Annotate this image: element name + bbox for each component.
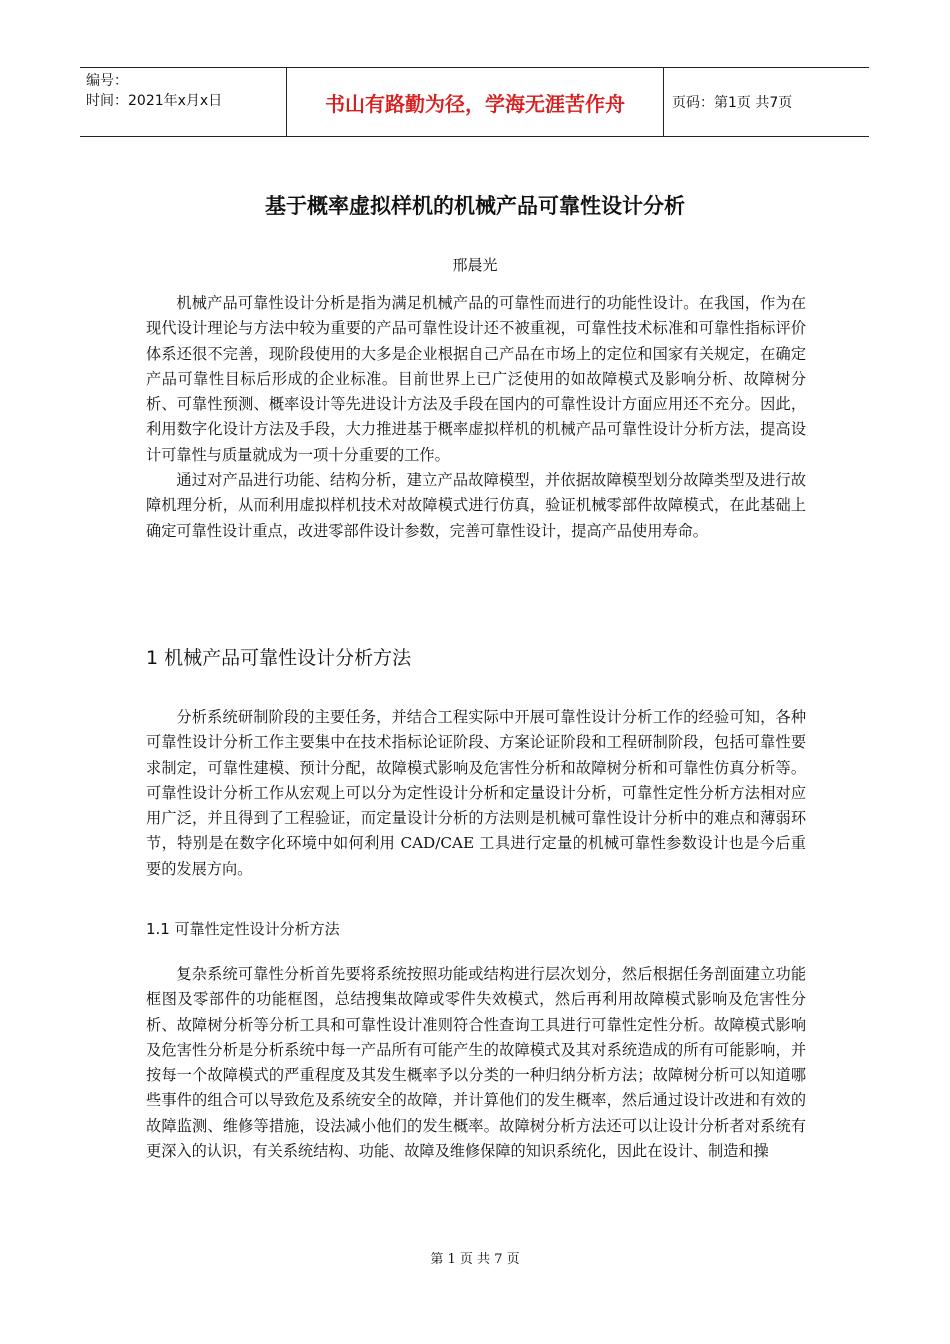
- page-footer: 第 1 页 共 7 页: [430, 1252, 520, 1267]
- subsection-heading: 1.1 可靠性定性设计分析方法: [146, 920, 340, 938]
- section-paragraph: 复杂系统可靠性分析首先要将系统按照功能或结构进行层次划分，然后根据任务剖面建立功能框图及零部件的功能框图，总结搜集故障或零件失效模式，然后再利用故障模式影响及危害性分析、故障树分析等分析工具和可靠性设计准则符合性查询工具进行可靠性定性分析。故障模式影响及危害性分析是分析系统中每一产品所有可能产生的故障模式及其对系统造成的所有可能影响，并按每一个故障模式的严重程度及其发生概率予以分类的一种归纳分析方法；故障树分析可以知道哪些事件的组合可以导致危及系统安全的故障，并计算他们的发生概率，然后通过设计改进和有效的故障监测、维修等措施，设法减小他们的发生概率。故障树分析方法还可以让设计分析者对系统有更深入的认识，有关系统结构、功能、故障及维修保障的知识系统化，因此在设计、制造和操: [146, 965, 806, 1161]
- section-1-1-body: [146, 962, 806, 1164]
- page-header: [80, 67, 869, 137]
- section-paragraph: 分析系统研制阶段的主要任务，并结合工程实际中开展可靠性设计分析工作的经验可知，各种可靠性设计分析工作主要集中在技术指标论证阶段、方案论证阶段和工程研制阶段，包括可靠性要求制定，可靠性建模、预计分配，故障模式影响及危害性分析和故障树分析和可靠性仿真分析等。可靠性设计分析工作从宏观上可以分为定性设计分析和定量设计分析，可靠性定性分析方法相对应用广泛，并且得到了工程验证，而定量设计分析的方法则是机械可靠性设计分析中的难点和薄弱环节，特别是在数字化环境中如何利用 CAD/CAE 工具进行定量的机械可靠性参数设计也是今后重要的发展方向。: [146, 708, 806, 878]
- section-heading: 1 机械产品可靠性设计分析方法: [146, 647, 412, 669]
- intro-section: [146, 291, 806, 544]
- document-date: 时间：2021年x月x日: [86, 93, 223, 109]
- intro-paragraph: 机械产品可靠性设计分析是指为满足机械产品的可靠性而进行的功能性设计。在我国，作为在现代设计理论与方法中较为重要的产品可靠性设计还不被重视，可靠性技术标准和可靠性指标评价体系还很不完善，现阶段使用的大多是企业根据自己产品在市场上的定位和国家有关规定，在确定产品可靠性目标后形成的企业标准。目前世界上已广泛使用的如故障模式及影响分析、故障树分析、可靠性预测、概率设计等先进设计方法及手段在国内的可靠性设计方面应用还不充分。因此，利用数字化设计方法及手段，大力推进基于概率虚拟样机的机械产品可靠性设计分析方法，提高设计可靠性与质量就成为一项十分重要的工作。: [146, 294, 806, 464]
- intro-paragraph: 通过对产品进行功能、结构分析，建立产品故障模型，并依据故障模型划分故障类型及进行故障机理分析，从而利用虚拟样机技术对故障模式进行仿真，验证机械零部件故障模式，在此基础上确定可靠性设计重点，改进零部件设计参数，完善可靠性设计，提高产品使用寿命。: [146, 471, 806, 540]
- header-page-info: 页码：第1页 共7页: [672, 95, 793, 111]
- document-title: 基于概率虚拟样机的机械产品可靠性设计分析: [265, 194, 685, 218]
- section-1-body: [146, 705, 806, 882]
- document-author: 邢晨光: [452, 256, 498, 274]
- document-number-label: 编号：: [86, 73, 128, 89]
- header-meta: [80, 68, 286, 136]
- header-motto: 书山有路勤为径，学海无涯苦作舟: [286, 68, 664, 136]
